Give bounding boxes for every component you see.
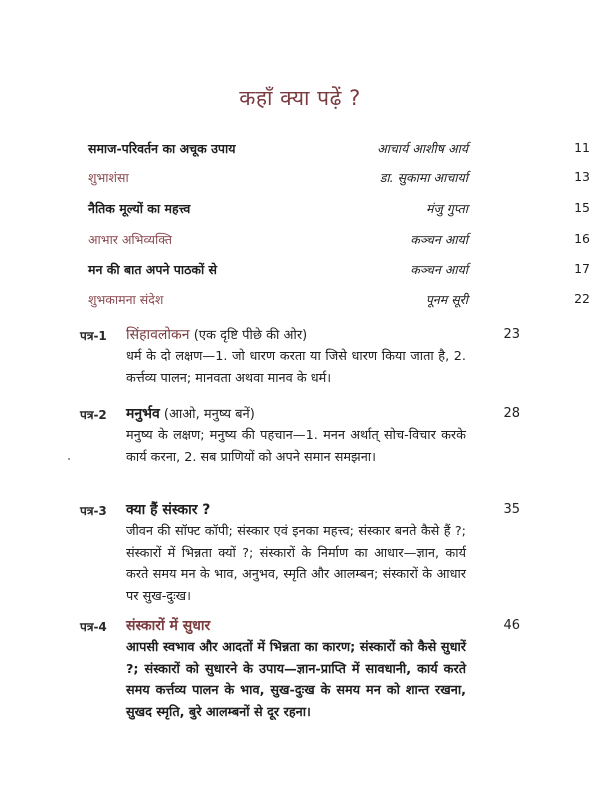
toc-entry-page: 16 [574,231,590,246]
letter-section[interactable] [80,500,520,604]
toc-entry[interactable] [88,138,590,162]
toc-entry-page: 22 [574,291,590,306]
letter-page: 28 [503,406,520,421]
toc-entry-title: नैतिक मूल्यों का महत्त्व [88,201,191,216]
toc-entry-page: 15 [574,200,590,215]
letter-title [126,616,210,635]
toc-entry-author: पूनम सूरी [425,292,468,307]
toc-entry-title: समाज-परिवर्तन का अचूक उपाय [88,141,236,156]
letter-number: पत्र-4 [80,620,107,634]
letter-number: पत्र-3 [80,504,107,518]
toc-entry[interactable] [88,259,590,283]
toc-entry-page: 11 [574,140,590,155]
letter-subtitle: (एक दृष्टि पीछे की ओर) [189,328,308,343]
letter-section[interactable] [80,616,520,736]
letter-description: जीवन की सॉफ्ट कॉपी; संस्कार एवं इनका महत्त्व; संस्कार बनते कैसे हैं ?; संस्कारों में भिन्नता क्यों ?; संस्कारों के निर्माण का आधार—ज्ञान, कार्य करते समय मन के भाव, अनुभव, स्मृति और आलम्बन; संस्कारों के आधार पर सुख-दुःख। [126,524,466,604]
toc-entry-author: डा. सुकामा आचार्या [379,170,468,185]
toc-entry-title: आभार अभिव्यक्ति [88,232,173,247]
toc-entry[interactable] [88,229,590,253]
toc-entry-title: शुभाशंसा [88,170,129,185]
toc-entry[interactable] [88,167,590,191]
toc-entry-author: कञ्चन आर्या [410,232,468,247]
toc-entry-title: शुभकामना संदेश [88,292,164,307]
letter-number: पत्र-2 [80,408,107,422]
letter-number: पत्र-1 [80,329,107,343]
toc-entry-page: 13 [574,169,590,184]
toc-entry-author: कञ्चन आर्या [410,262,468,277]
letter-title-main: संस्कारों में सुधार [126,618,211,634]
letter-title [126,404,255,423]
scan-speck [68,458,70,460]
letter-title [126,325,307,344]
letter-page: 46 [503,618,520,633]
toc-entry[interactable] [88,289,590,313]
toc-entry-author: आचार्य आशीष आर्य [377,141,468,156]
letter-description: धर्म के दो लक्षण—1. जो धारण करता या जिसे धारण किया जाता है, 2. कर्त्तव्य पालन; मानवता अथवा मानव के धर्म। [126,349,466,386]
toc-entry-title: मन की बात अपने पाठकों से [88,262,217,277]
letter-subtitle: (आओ, मनुष्य बनें) [159,407,255,422]
toc-entry-author: मंजु गुप्ता [426,201,468,216]
letter-page: 23 [503,327,520,342]
letter-description: आपसी स्वभाव और आदतों में भिन्नता का कारण; संस्कारों को कैसे सुधारें ?; संस्कारों को सुधारने के उपाय—ज्ञान-प्राप्ति में सावधानी, कार्य करते समय कर्त्तव्य पालन के भाव, सुख-दुःख के समय मन को शान्त रखना, सुखद स्मृति, बुरे आलम्बनों से दूर रहना। [126,640,466,720]
letter-page: 35 [503,502,520,517]
letter-title-main: सिंहावलोकन [126,327,190,343]
letter-description: मनुष्य के लक्षण; मनुष्य की पहचान—1. मनन अर्थात् सोच-विचार करके कार्य करना, 2. सब प्राणियों को अपने समान समझना। [126,428,466,465]
letter-title [126,500,210,519]
letter-section[interactable] [80,404,520,484]
toc-entry[interactable] [88,198,590,222]
toc-entry-page: 17 [574,261,590,276]
letter-title-main: मनुर्भव [126,406,160,422]
page-title: कहाँ क्या पढ़ें ? [239,86,361,110]
letter-title-main: क्या हैं संस्कार ? [126,502,211,518]
letter-section[interactable] [80,325,520,385]
